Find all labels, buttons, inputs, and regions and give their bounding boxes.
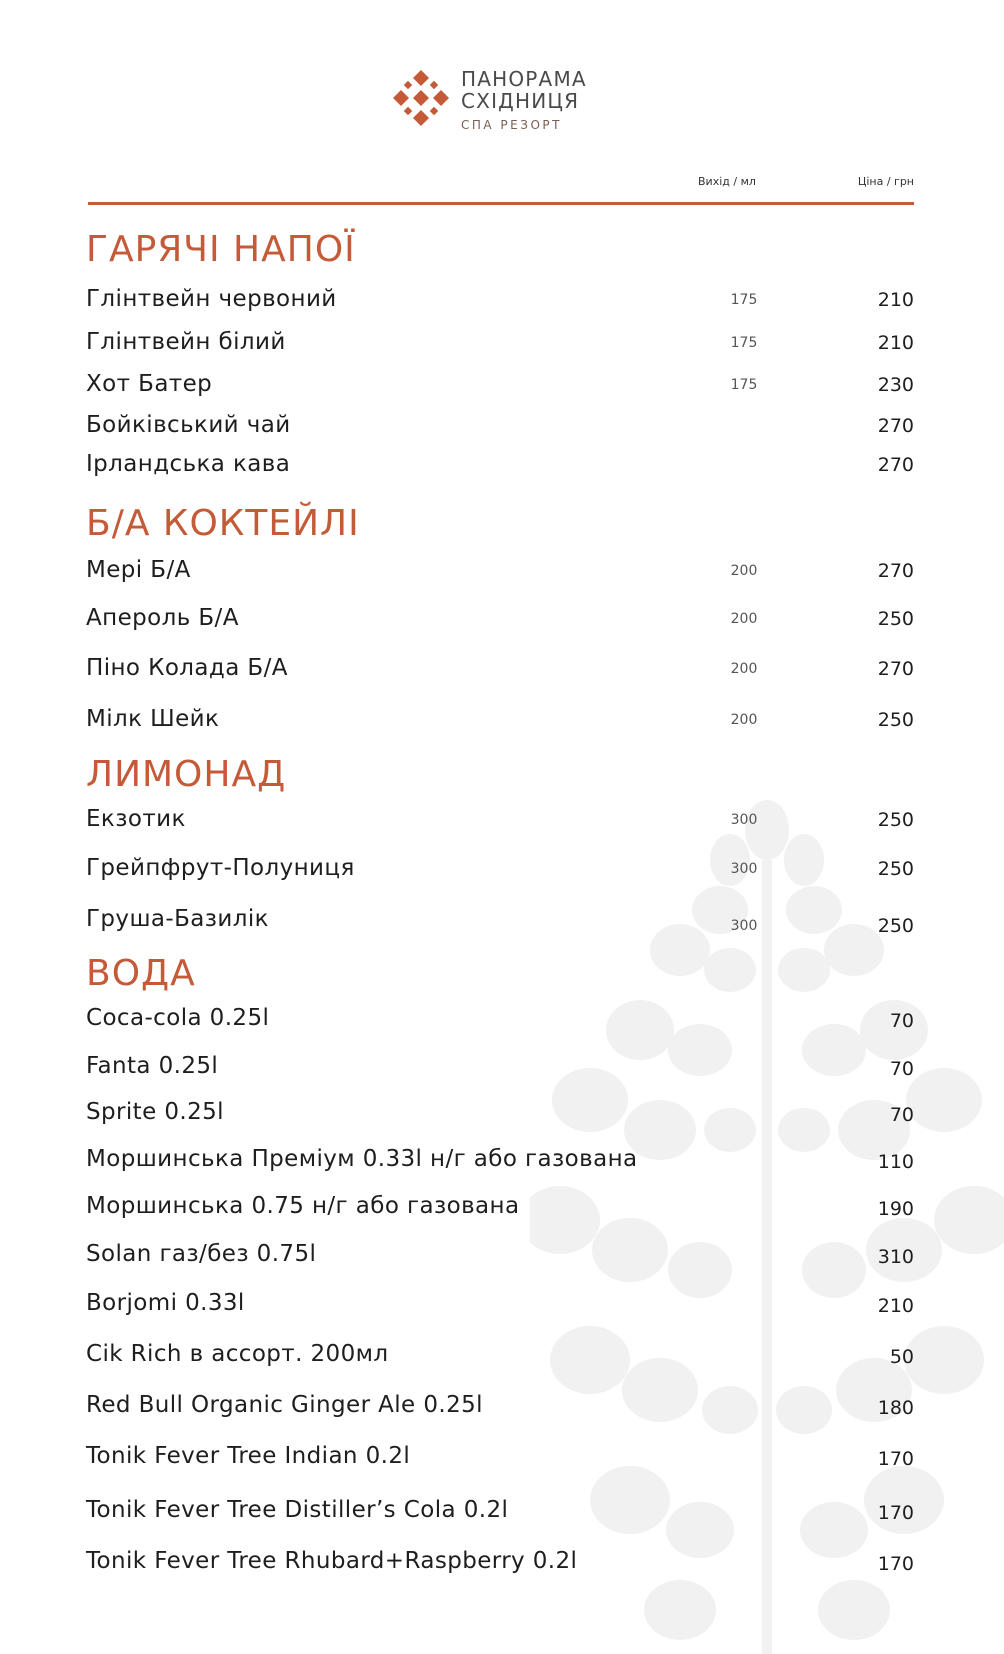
menu-item xyxy=(0,1288,1004,1320)
item-price: 70 xyxy=(889,1010,914,1032)
menu-item xyxy=(0,284,1004,316)
item-price: 250 xyxy=(877,608,914,630)
item-name: Coca-cola 0.25l xyxy=(86,1005,270,1031)
item-price: 270 xyxy=(877,415,914,437)
item-price: 250 xyxy=(877,709,914,731)
item-price: 210 xyxy=(877,1295,914,1317)
item-volume: 300 xyxy=(730,812,758,828)
menu-item xyxy=(0,410,1004,442)
item-price: 270 xyxy=(877,560,914,582)
item-name: Мері Б/А xyxy=(86,557,191,583)
menu-item xyxy=(0,853,1004,885)
item-price: 170 xyxy=(877,1502,914,1524)
menu-item xyxy=(0,555,1004,587)
item-name: Мілк Шейк xyxy=(86,706,220,732)
menu-item xyxy=(0,1546,1004,1578)
ornament-logo-icon xyxy=(391,68,451,128)
volume-column-header: Вихід / мл xyxy=(698,175,756,188)
item-price: 230 xyxy=(877,374,914,396)
item-price: 190 xyxy=(877,1198,914,1220)
item-volume: 200 xyxy=(730,611,758,627)
item-name: Апероль Б/А xyxy=(86,605,239,631)
item-price: 180 xyxy=(877,1397,914,1419)
item-volume: 175 xyxy=(730,377,758,393)
brand-text xyxy=(461,68,587,132)
section-title-water: ВОДА xyxy=(86,953,196,994)
item-name: Глінтвейн білий xyxy=(86,329,286,355)
menu-item xyxy=(0,1495,1004,1527)
price-column-header: Ціна / грн xyxy=(857,175,914,188)
section-title-non-alcoholic-cocktails: Б/А КОКТЕЙЛІ xyxy=(86,503,360,544)
brand-name-line2: СХІДНИЦЯ xyxy=(461,89,580,113)
menu-item xyxy=(0,704,1004,736)
item-price: 210 xyxy=(877,332,914,354)
menu-item xyxy=(0,804,1004,836)
menu-item xyxy=(0,449,1004,481)
item-price: 50 xyxy=(889,1346,914,1368)
item-price: 170 xyxy=(877,1448,914,1470)
item-name: Груша-Базилік xyxy=(86,906,269,932)
item-name: Borjomi 0.33l xyxy=(86,1290,245,1316)
brand-name-line1: ПАНОРАМА xyxy=(461,67,587,91)
item-volume: 300 xyxy=(730,918,758,934)
menu-item xyxy=(0,603,1004,635)
item-price: 70 xyxy=(889,1104,914,1126)
item-price: 310 xyxy=(877,1246,914,1268)
item-price: 170 xyxy=(877,1553,914,1575)
item-volume: 175 xyxy=(730,292,758,308)
section-title-lemonade: ЛИМОНАД xyxy=(86,754,287,795)
item-price: 110 xyxy=(877,1151,914,1173)
item-name: Глінтвейн червоний xyxy=(86,286,337,312)
item-name: Sprite 0.25l xyxy=(86,1099,224,1125)
menu-item xyxy=(0,1390,1004,1422)
item-name: Піно Колада Б/А xyxy=(86,655,288,681)
item-volume: 200 xyxy=(730,661,758,677)
menu-item xyxy=(0,653,1004,685)
menu-item xyxy=(0,1339,1004,1371)
header-divider xyxy=(88,202,914,205)
item-price: 270 xyxy=(877,454,914,476)
item-name: Хот Батер xyxy=(86,371,213,397)
item-price: 70 xyxy=(889,1058,914,1080)
brand-subtitle: СПА РЕЗОРТ xyxy=(461,118,562,132)
item-price: 250 xyxy=(877,915,914,937)
menu-item xyxy=(0,369,1004,401)
item-price: 270 xyxy=(877,658,914,680)
item-volume: 175 xyxy=(730,335,758,351)
brand-logo xyxy=(391,66,651,146)
item-name: Fanta 0.25l xyxy=(86,1053,219,1079)
item-price: 210 xyxy=(877,289,914,311)
menu-item xyxy=(0,1144,1004,1176)
item-name: Tonik Fever Tree Rhubard+Raspberry 0.2l xyxy=(86,1548,578,1574)
item-name: Solan газ/без 0.75l xyxy=(86,1241,317,1267)
item-name: Ірландська кава xyxy=(86,451,291,477)
item-name: Red Bull Organic Ginger Ale 0.25l xyxy=(86,1392,483,1418)
item-name: Tonik Fever Tree Distiller’s Cola 0.2l xyxy=(86,1497,509,1523)
section-title-hot-drinks: ГАРЯЧІ НАПОЇ xyxy=(86,229,356,270)
menu-item xyxy=(0,1097,1004,1129)
menu-item xyxy=(0,1003,1004,1035)
menu-item xyxy=(0,1191,1004,1223)
item-name: Tonik Fever Tree Indian 0.2l xyxy=(86,1443,411,1469)
item-name: Cik Rich в ассорт. 200мл xyxy=(86,1341,389,1367)
item-name: Моршинська Преміум 0.33l н/г або газована xyxy=(86,1146,638,1172)
item-price: 250 xyxy=(877,809,914,831)
menu-item xyxy=(0,1239,1004,1271)
item-name: Грейпфрут-Полуниця xyxy=(86,855,355,881)
item-name: Моршинська 0.75 н/г або газована xyxy=(86,1193,520,1219)
item-name: Екзотик xyxy=(86,806,186,832)
menu-item xyxy=(0,327,1004,359)
item-name: Бойківський чай xyxy=(86,412,291,438)
item-volume: 200 xyxy=(730,712,758,728)
menu-item xyxy=(0,1441,1004,1473)
item-volume: 300 xyxy=(730,861,758,877)
item-price: 250 xyxy=(877,858,914,880)
menu-item xyxy=(0,1051,1004,1083)
menu-item xyxy=(0,904,1004,936)
item-volume: 200 xyxy=(730,563,758,579)
